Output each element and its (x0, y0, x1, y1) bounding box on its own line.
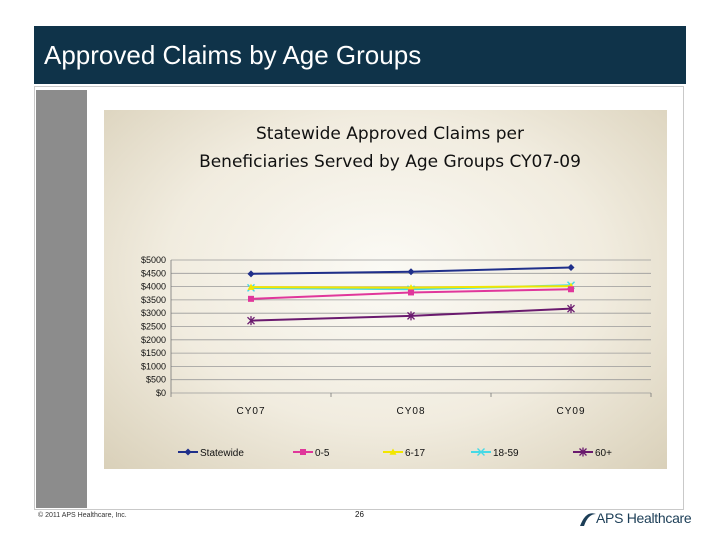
legend-label: 60+ (595, 448, 612, 459)
legend-marker (185, 449, 192, 456)
slide-title: Approved Claims by Age Groups (44, 40, 422, 70)
y-tick-label: $3000 (140, 308, 166, 319)
y-tick-label: $1500 (140, 348, 166, 359)
legend-label: Statewide (200, 448, 244, 459)
data-point (248, 296, 254, 302)
y-tick-label: $0 (155, 388, 166, 398)
data-point (568, 286, 574, 292)
legend-label: 0-5 (315, 448, 330, 459)
x-tick-label: CY09 (556, 406, 586, 417)
y-tick-label: $1000 (140, 361, 166, 372)
legend-label: 18-59 (493, 448, 519, 459)
x-tick-label: CY07 (236, 406, 266, 417)
y-tick-label: $2000 (140, 334, 166, 345)
y-tick-label: $2500 (140, 321, 166, 332)
legend-label: 6-17 (405, 448, 426, 459)
chart-title-line-1: Statewide Approved Claims per (255, 124, 524, 144)
y-tick-label: $4500 (140, 268, 166, 279)
page-number: 26 (355, 510, 364, 519)
data-point (568, 264, 575, 271)
logo-swoosh-icon (578, 508, 598, 530)
data-point (408, 268, 415, 275)
y-tick-label: $4000 (140, 281, 166, 292)
y-tick-label: $500 (145, 374, 166, 385)
x-tick-label: CY08 (396, 406, 426, 417)
copyright-text: © 2011 APS Healthcare, Inc. (38, 512, 127, 519)
y-tick-label: $5000 (140, 255, 166, 265)
logo-text: APS Healthcare (596, 510, 692, 526)
data-point (408, 289, 414, 295)
chart-title-line-2: Beneficiaries Served by Age Groups CY07-09 (199, 152, 581, 172)
legend-marker (300, 449, 306, 455)
aps-logo (578, 508, 692, 530)
y-tick-label: $3500 (140, 294, 166, 305)
data-point (248, 270, 255, 277)
